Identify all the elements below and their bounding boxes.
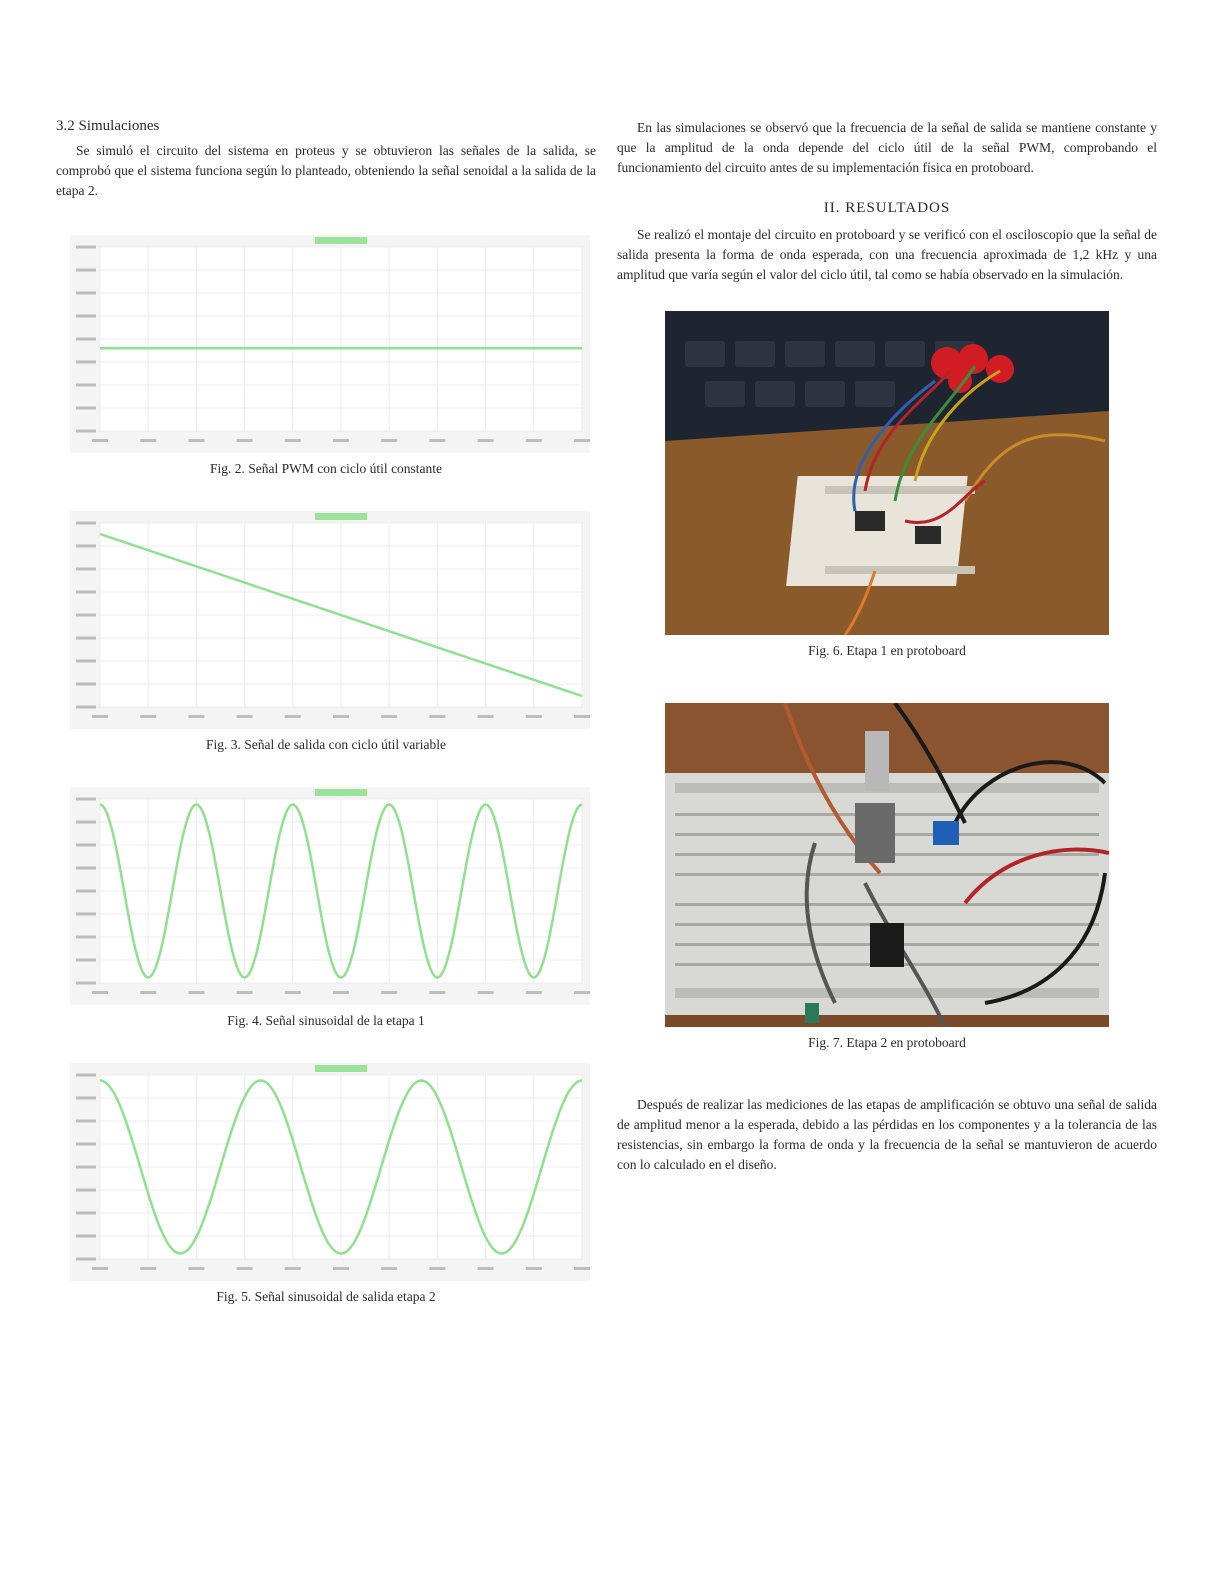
x-tick-label <box>237 1267 253 1270</box>
x-tick-label <box>237 991 253 994</box>
y-tick-label <box>76 1097 96 1100</box>
chart-svg <box>70 1063 590 1281</box>
figure-4 <box>56 787 596 1029</box>
x-tick-label <box>429 1267 445 1270</box>
intro-paragraph: Se simuló el circuito del sistema en proteus y se obtuvieron las señales de la salida, se comprobó que el sistema funciona según lo planteado, obteniendo la señal senoidal a la salida de la etapa 2. <box>56 143 596 198</box>
y-tick-label <box>76 338 96 341</box>
y-tick-label <box>76 522 96 525</box>
x-tick-label <box>285 991 301 994</box>
y-tick-label <box>76 683 96 686</box>
y-tick-label <box>76 614 96 617</box>
x-tick-label <box>381 991 397 994</box>
y-tick-label <box>76 315 96 318</box>
x-tick-label <box>237 715 253 718</box>
y-tick-label <box>76 1074 96 1077</box>
x-tick-label <box>574 991 590 994</box>
y-tick-label <box>76 1120 96 1123</box>
x-tick-label <box>285 715 301 718</box>
figure-3-caption: Fig. 3. Señal de salida con ciclo útil variable <box>206 737 446 752</box>
y-tick-label <box>76 568 96 571</box>
figure-6-caption: Fig. 6. Etapa 1 en protoboard <box>808 643 966 658</box>
closing-paragraph: Después de realizar las mediciones de las etapas de amplificación se obtuvo una señal de salida de amplitud menor a la esperada, debido a las pérdidas en los componentes y a la tolerancia de las resistencias, sin embargo la forma de onda y la frecuencia de la señal se mantuvieron de acuerdo con lo calculado en el diseño. <box>617 1097 1157 1172</box>
y-tick-label <box>76 1143 96 1146</box>
chart-3 <box>70 787 590 1005</box>
x-tick-label <box>92 715 108 718</box>
x-tick-label <box>188 991 204 994</box>
x-tick-label <box>333 991 349 994</box>
y-tick-label <box>76 269 96 272</box>
x-tick-label <box>285 1267 301 1270</box>
figure-3 <box>56 511 596 753</box>
x-tick-label <box>285 439 301 442</box>
chart-4 <box>70 1063 590 1281</box>
section-title-simulaciones: 3.2 Simulaciones <box>56 118 160 134</box>
x-tick-label <box>381 1267 397 1270</box>
results-paragraph: Se realizó el montaje del circuito en protoboard y se verificó con el osciloscopio que la señal de salida presenta la forma de onda esperada, con una frecuencia aproximada de 1,2 kHz y una amplitud que varía según el valor del ciclo útil, tal como se había observado en la simulación. <box>617 227 1157 282</box>
y-tick-label <box>76 959 96 962</box>
x-tick-label <box>92 1267 108 1270</box>
x-tick-label <box>140 439 156 442</box>
x-tick-label <box>429 715 445 718</box>
y-tick-label <box>76 821 96 824</box>
x-tick-label <box>429 991 445 994</box>
x-tick-label <box>140 715 156 718</box>
legend-swatch <box>315 789 367 796</box>
figure-2-caption: Fig. 2. Señal PWM con ciclo útil constante <box>209 461 443 476</box>
x-tick-label <box>478 715 494 718</box>
left-column <box>56 118 596 1305</box>
x-tick-label <box>140 991 156 994</box>
photo-stage-1-protoboard <box>665 311 1109 635</box>
y-tick-label <box>76 407 96 410</box>
chart-svg <box>70 787 590 1005</box>
y-tick-label <box>76 798 96 801</box>
x-tick-label <box>574 1267 590 1270</box>
y-tick-label <box>76 591 96 594</box>
figure-7 <box>617 703 1157 1051</box>
photo-stage-2-protoboard <box>665 703 1109 1027</box>
y-tick-label <box>76 1258 96 1261</box>
x-tick-label <box>188 715 204 718</box>
y-tick-label <box>76 1212 96 1215</box>
x-tick-label <box>526 1267 542 1270</box>
chart-2 <box>70 511 590 729</box>
x-tick-label <box>188 439 204 442</box>
continuation-paragraph: En las simulaciones se observó que la frecuencia de la señal de salida se mantiene constante y que la amplitud de la onda depende del ciclo útil de la señal PWM, comprobando el funcionamiento del circuito antes de su implementación física en protoboard. <box>617 120 1157 175</box>
figure-2 <box>56 235 596 477</box>
y-tick-label <box>76 292 96 295</box>
y-tick-label <box>76 430 96 433</box>
x-tick-label <box>574 715 590 718</box>
x-tick-label <box>574 439 590 442</box>
x-tick-label <box>333 715 349 718</box>
y-tick-label <box>76 890 96 893</box>
y-tick-label <box>76 1166 96 1169</box>
y-tick-label <box>76 982 96 985</box>
legend-swatch <box>315 1065 367 1072</box>
y-tick-label <box>76 936 96 939</box>
y-tick-label <box>76 706 96 709</box>
y-tick-label <box>76 246 96 249</box>
figure-4-caption: Fig. 4. Señal sinusoidal de la etapa 1 <box>227 1013 425 1028</box>
y-tick-label <box>76 361 96 364</box>
figure-5 <box>56 1063 596 1305</box>
y-tick-label <box>76 913 96 916</box>
y-tick-label <box>76 867 96 870</box>
y-tick-label <box>76 384 96 387</box>
x-tick-label <box>381 439 397 442</box>
x-tick-label <box>333 439 349 442</box>
chart-1 <box>70 235 590 453</box>
x-tick-label <box>140 1267 156 1270</box>
y-tick-label <box>76 660 96 663</box>
legend-swatch <box>315 237 367 244</box>
x-tick-label <box>237 439 253 442</box>
figure-6 <box>617 311 1157 659</box>
chart-svg <box>70 511 590 729</box>
x-tick-label <box>478 439 494 442</box>
chart-svg <box>70 235 590 453</box>
x-tick-label <box>526 991 542 994</box>
x-tick-label <box>526 715 542 718</box>
x-tick-label <box>478 991 494 994</box>
y-tick-label <box>76 1189 96 1192</box>
x-tick-label <box>333 1267 349 1270</box>
x-tick-label <box>92 439 108 442</box>
x-tick-label <box>188 1267 204 1270</box>
y-tick-label <box>76 844 96 847</box>
y-tick-label <box>76 637 96 640</box>
x-tick-label <box>478 1267 494 1270</box>
x-tick-label <box>429 439 445 442</box>
y-tick-label <box>76 1235 96 1238</box>
legend-swatch <box>315 513 367 520</box>
figure-7-caption: Fig. 7. Etapa 2 en protoboard <box>808 1035 966 1050</box>
x-tick-label <box>92 991 108 994</box>
right-column <box>617 118 1157 1175</box>
x-tick-label <box>381 715 397 718</box>
section-title-resultados: II. RESULTADOS <box>823 200 951 216</box>
figure-5-caption: Fig. 5. Señal sinusoidal de salida etapa 2 <box>216 1289 436 1304</box>
x-tick-label <box>526 439 542 442</box>
y-tick-label <box>76 545 96 548</box>
